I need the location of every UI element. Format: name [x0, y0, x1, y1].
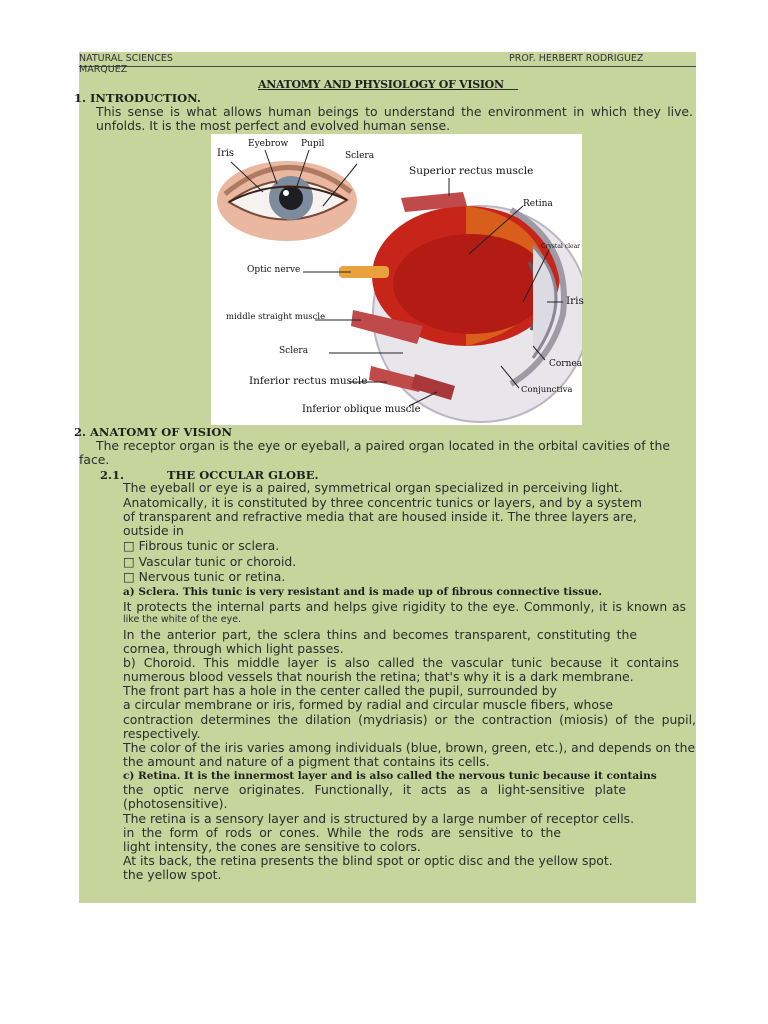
choroid-line-3: The front part has a hole in the center called the pupil, surrounded by — [123, 683, 557, 698]
label-iris-small: Iris — [217, 148, 235, 159]
label-iris: Iris — [566, 295, 584, 307]
choroid-line-2: numerous blood vessels that nourish the retina; that's why it is a dark membrane. — [123, 669, 634, 684]
label-superior-rectus: Superior rectus muscle — [409, 165, 534, 177]
eye-anatomy-figure — [211, 134, 582, 425]
choroid-line-6: respectively. — [123, 726, 201, 741]
globe-line-2: Anatomically, it is constituted by three concentric tunics or layers, and by a system — [123, 495, 642, 510]
label-conjunctiva: Conjunctiva — [521, 385, 573, 395]
intro-line-2: unfolds. It is the most perfect and evolved human sense. — [96, 118, 451, 133]
label-inferior-rectus: Inferior rectus muscle — [249, 375, 368, 387]
iris-line-1: The color of the iris varies among individuals (blue, brown, green, etc.), and depends on the — [123, 740, 696, 755]
choroid-line-1: b) Choroid. This middle layer is also called the vascular tunic because it contains — [123, 655, 679, 670]
sclera-line-3: In the anterior part, the sclera thins and becomes transparent, constituting the — [123, 627, 637, 642]
globe-line-1: The eyeball or eye is a paired, symmetrical organ specialized in perceiving light. — [123, 480, 623, 495]
intro-line-1: This sense is what allows human beings to understand the environment in which they live. — [96, 104, 693, 119]
label-crystal-clear: Crystal clear — [541, 243, 581, 250]
choroid-line-4: a circular membrane or iris, formed by radial and circular muscle fibers, whose — [123, 697, 614, 712]
document-title: ANATOMY AND PHYSIOLOGY OF VISION — [258, 78, 504, 91]
label-sclera-small: Sclera — [345, 151, 375, 161]
header-teacher-wrap: MARQUEZ — [79, 64, 128, 75]
retina-line-1: the optic nerve originates. Functionally, it acts as a light-sensitive plate — [123, 782, 626, 797]
retina-line-5: light intensity, the cones are sensitive to colors. — [123, 839, 421, 854]
retina-line-2: (photosensitive). — [123, 796, 228, 811]
sclera-line-2: like the white of the eye. — [123, 614, 242, 625]
page-header — [79, 52, 696, 67]
label-inferior-oblique: Inferior oblique muscle — [302, 404, 421, 415]
retina-line-6: At its back, the retina presents the blind spot or optic disc and the yellow spot. — [123, 853, 613, 868]
retina-line-7: the yellow spot. — [123, 867, 222, 882]
sclera-line-4: cornea, through which light passes. — [123, 641, 344, 656]
section-introduction-heading: 1. INTRODUCTION. — [74, 91, 201, 105]
anatomy-intro-line-1: The receptor organ is the eye or eyeball, a paired organ located in the orbital cavities of the — [96, 438, 670, 453]
label-pupil: Pupil — [301, 139, 325, 149]
label-cornea: Cornea — [549, 359, 583, 369]
anatomy-intro-line-2: face. — [79, 452, 110, 467]
retina-line-4: in the form of rods or cones. While the rods are sensitive to the — [123, 825, 561, 840]
subsection-number: 2.1. — [100, 468, 125, 482]
label-sclera: Sclera — [279, 346, 309, 356]
section-anatomy-heading: 2. ANATOMY OF VISION — [74, 425, 232, 439]
layer-bullet-retina: □ Nervous tunic or retina. — [123, 569, 286, 584]
sclera-line-1: It protects the internal parts and helps give rigidity to the eye. Commonly, it is known as — [123, 599, 686, 614]
layer-bullet-choroid: □ Vascular tunic or choroid. — [123, 554, 297, 569]
choroid-line-5: contraction determines the dilation (mydriasis) or the contraction (miosis) of the pupil, — [123, 712, 696, 727]
label-middle-straight-muscle: middle straight muscle — [226, 312, 326, 322]
globe-line-3: of transparent and refractive media that are housed inside it. The three layers are, — [123, 509, 637, 524]
layer-bullet-sclera: □ Fibrous tunic or sclera. — [123, 538, 280, 553]
iris-line-2: the amount and nature of a pigment that contains its cells. — [123, 754, 490, 769]
retina-line-3: The retina is a sensory layer and is structured by a large number of receptor cells. — [123, 811, 635, 826]
globe-line-4: outside in — [123, 523, 184, 538]
title-underline — [462, 89, 518, 90]
label-optic-nerve: Optic nerve — [247, 265, 301, 275]
retina-heading: c) Retina. It is the innermost layer and is also called the nervous tunic because it contains — [123, 770, 657, 782]
header-subject: NATURAL SCIENCES — [79, 53, 173, 64]
subsection-title: THE OCCULAR GLOBE. — [167, 468, 319, 482]
label-eyebrow: Eyebrow — [248, 139, 289, 149]
sclera-heading: a) Sclera. This tunic is very resistant and is made up of fibrous connective tissue. — [123, 586, 603, 598]
header-teacher: PROF. HERBERT RODRIGUEZ — [509, 53, 644, 64]
label-retina: Retina — [523, 199, 553, 209]
